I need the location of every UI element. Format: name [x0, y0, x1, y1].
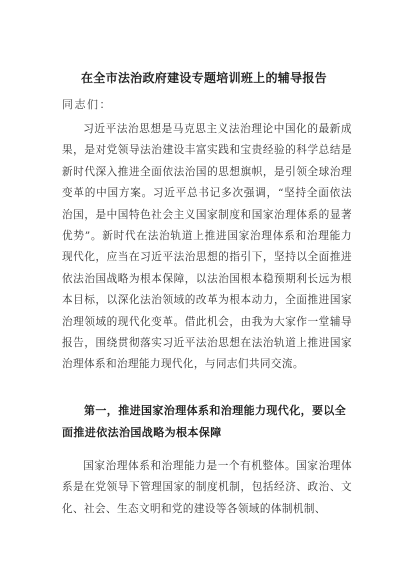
- document-title: 在全市法治政府建设专题培训班上的辅导报告: [80, 71, 327, 85]
- body-paragraph: 国家治理体系和治理能力是一个有机整体。国家治理体系是在党领导下管理国家的制度机制，包括经济、政治、文化、社会、生态文明和党的建设等各领域的体制机制、: [62, 460, 352, 515]
- body-paragraph: 习近平法治思想是马克思主义法治理论中国化的最新成果，是对党领导法治建设丰富实践和宝贵经验的科学总结是新时代深入推进全面依法治国的思想旗帜，是引领全球治理变革的中国方案。习近平总书记多次强调，“坚持全面依法治国，是中国特色社会主义国家制度和国家治理体系的显著优势”。新时代在法治轨道上推进国家治理体系和治理能力现代化，应当在习近平法治思想的指引下，坚持以全面推进依法治国战略为根本保障，以法治国根本稳预期利长远为根本目标，以深化法治领域的改革为根本动力，全面推进国家治理领域的现代化变革。借此机会，由我为大家作一堂辅导报告，围绕贯彻落实习近平法治思想在法治轨道上推进国家治理体系和治理能力现代化，与同志们共同交流。: [62, 123, 352, 371]
- salutation: 同志们：: [62, 98, 112, 111]
- section-heading: 第一，推进国家治理体系和治理能力现代化，要以全面推进依法治国战略为根本保障: [62, 404, 347, 439]
